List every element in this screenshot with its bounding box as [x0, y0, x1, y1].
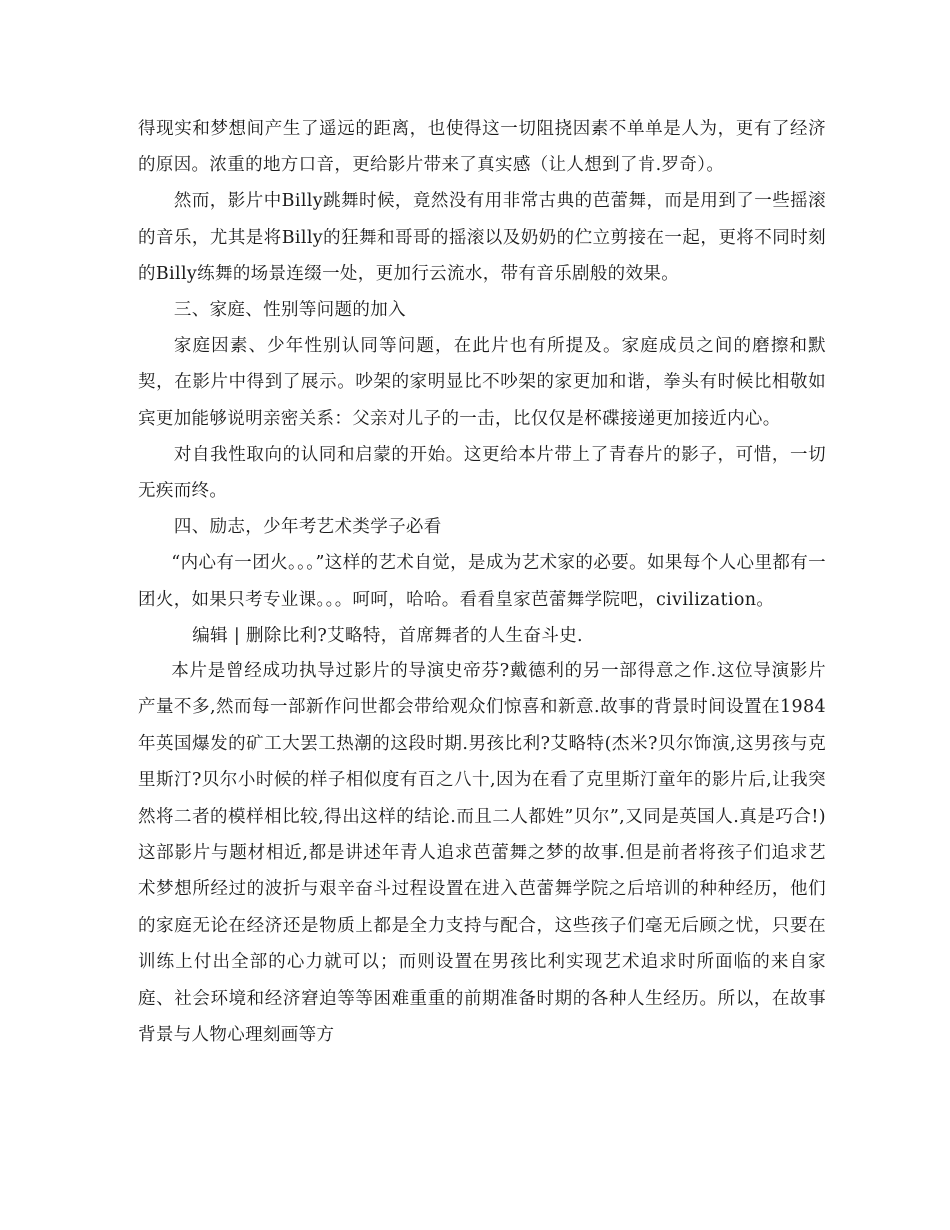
paragraph-inspiration: “内心有一团火。。。”这样的艺术自觉，是成为艺术家的必要。如果每个人心里都有一团火，如果只考专业课。。。呵呵，哈哈。看看皇家芭蕾舞学院吧，civilization。 — [138, 553, 826, 610]
section-heading-three: 三、家庭、性别等问题的加入 — [173, 300, 406, 321]
paragraph-identity: 对自我性取向的认同和启蒙的开始。这更给本片带上了青春片的影子，可惜，一切无疾而终。 — [138, 444, 826, 502]
paragraph-continuation: 得现实和梦想间产生了遥远的距离，也使得这一切阻挠因素不单单是人为，更有了经济的原因。浓重的地方口音，更给影片带来了真实感（让人想到了肯.罗奇）。 — [138, 119, 826, 176]
paragraph-family: 家庭因素、少年性别认同等问题，在此片也有所提及。家庭成员之间的磨擦和默契，在影片中得到了展示。吵架的家明显比不吵架的家更加和谐，拳头有时候比相敬如宾更加能够说明亲密关系：父亲对儿子的一击，比仅仅是杯碟接递更加接近内心。 — [138, 336, 826, 429]
edit-delete-line: 编辑 | 删除比利?艾略特，首席舞者的人生奋斗史. — [192, 625, 583, 646]
section-heading-four: 四、励志，少年考艺术类学子必看 — [173, 517, 442, 538]
paragraph-review: 本片是曾经成功执导过影片的导演史帝芬?戴德利的另一部得意之作.这位导演影片产量不多,然而每一部新作问世都会带给观众们惊喜和新意.故事的背景时间设置在1984年英国爆发的矿工大罢工热潮的这段时期.男孩比利?艾略特(杰米?贝尔饰演,这男孩与克里斯汀?贝尔小时候的样子相似度有百之八十,因为在看了克里斯汀童年的影片后,让我突然将二者的模样相比较,得出这样的结论.而且二人都姓”贝尔”,又同是英国人.真是巧合!)这部影片与题材相近,都是讲述年青人追求芭蕾舞之梦的故事.但是前者将孩子们追求艺术梦想所经过的波折与艰辛奋斗过程设置在进入芭蕾舞学院之后培训的种种经历，他们的家庭无论在经济还是物质上都是全力支持与配合，这些孩子们毫无后顾之忧，只要在训练上付出全部的心力就可以；而则设置在男孩比利实现艺术追求时所面临的来自家庭、社会环境和经济窘迫等等困难重重的前期准备时期的各种人生经历。所以，在故事背景与人物心理刻画等方 — [138, 661, 826, 1046]
paragraph-music: 然而，影片中Billy跳舞时候，竟然没有用非常古典的芭蕾舞，而是用到了一些摇滚的音乐，尤其是将Billy的狂舞和哥哥的摇滚以及奶奶的伫立剪接在一起，更将不同时刻的Billy练舞的场景连缀一处，更加行云流水，带有音乐剧般的效果。 — [138, 191, 826, 284]
document-body — [138, 111, 826, 1054]
